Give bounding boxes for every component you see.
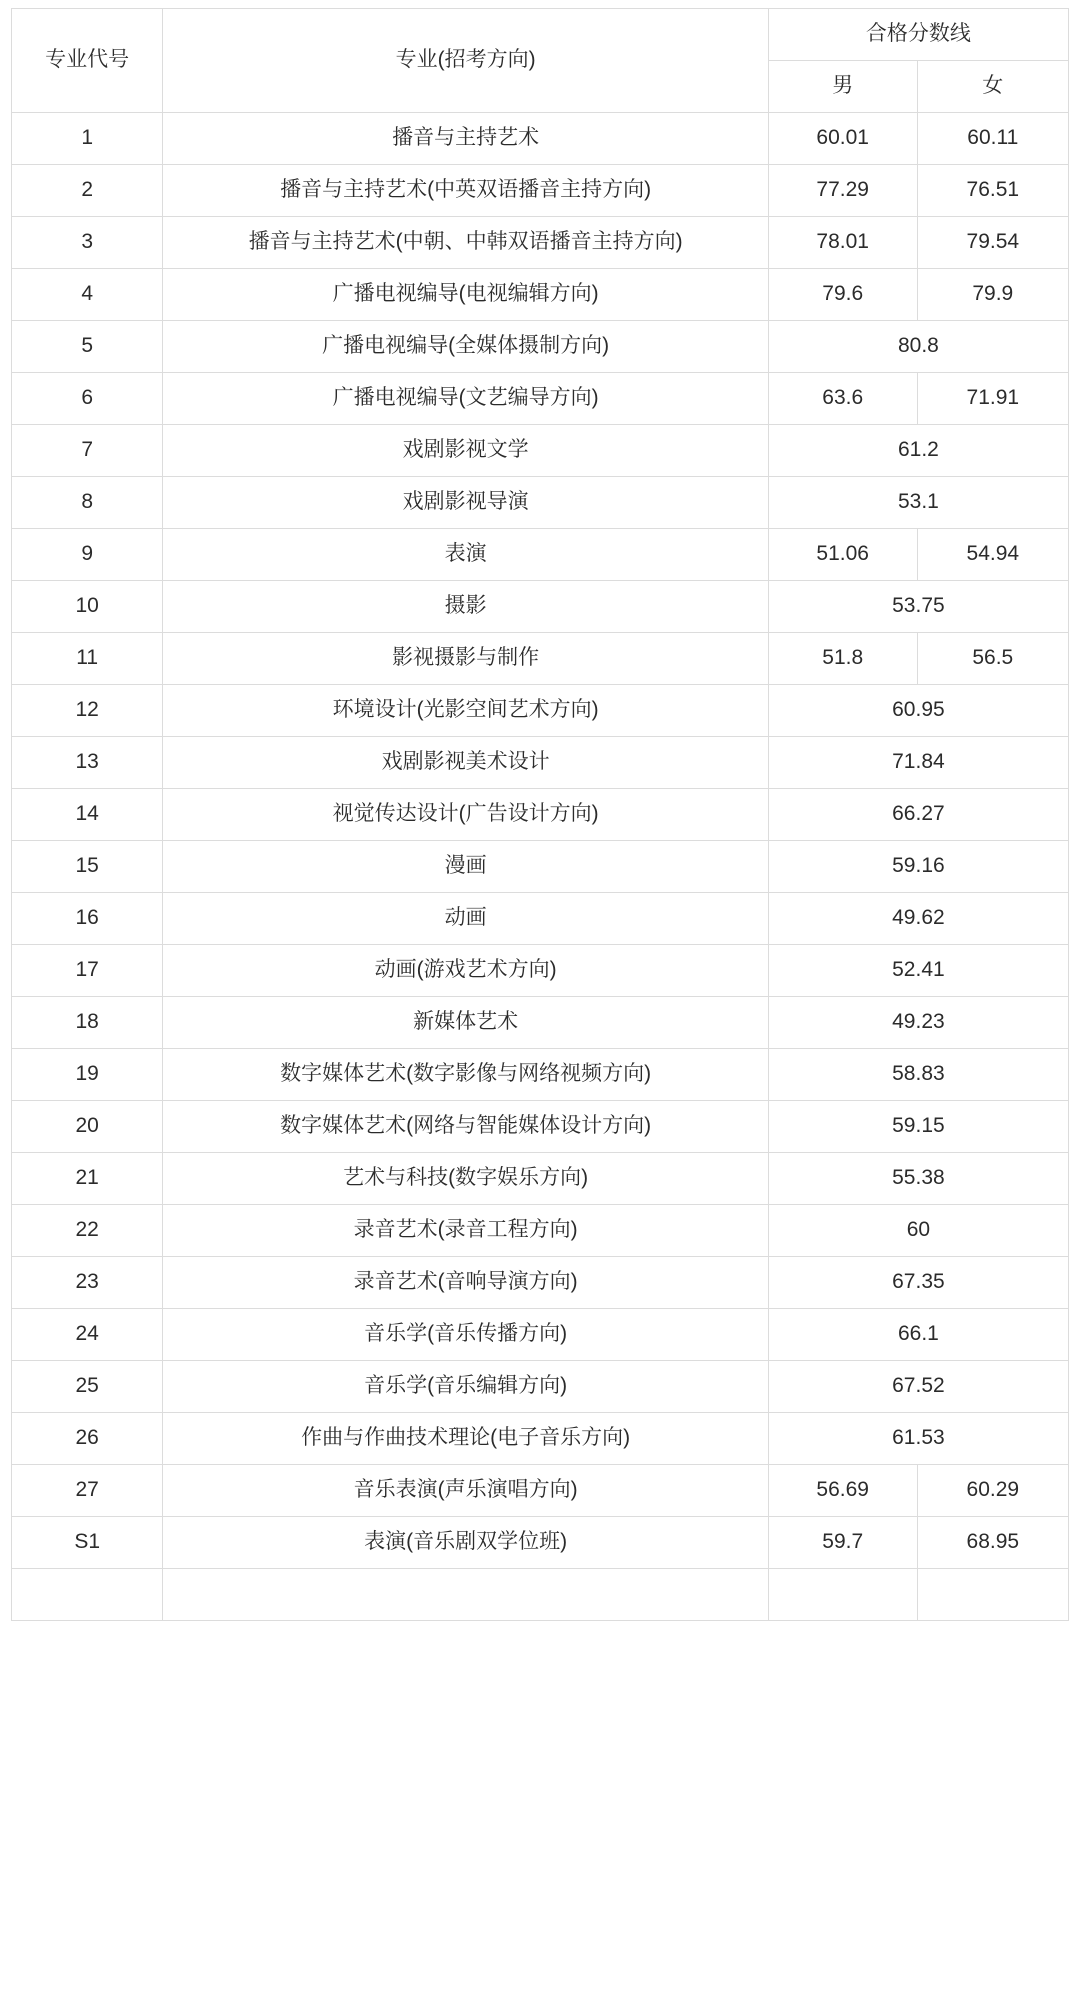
table-row	[12, 945, 1069, 997]
table-body	[12, 113, 1069, 1621]
table-row	[12, 737, 1069, 789]
cell-score-combined: 66.27	[768, 789, 1068, 841]
cell-score-male: 51.8	[768, 633, 917, 685]
table-row	[12, 217, 1069, 269]
cell-major-code: 26	[12, 1413, 163, 1465]
cell-major-code: 14	[12, 789, 163, 841]
cell-partial	[768, 1569, 917, 1621]
table-row	[12, 1257, 1069, 1309]
cell-partial	[917, 1569, 1068, 1621]
cell-score-female: 79.54	[917, 217, 1068, 269]
cell-major-name: 广播电视编导(全媒体摄制方向)	[163, 321, 768, 373]
cell-major-code: 18	[12, 997, 163, 1049]
cell-score-combined: 67.52	[768, 1361, 1068, 1413]
cell-score-male: 59.7	[768, 1517, 917, 1569]
cell-major-code: 6	[12, 373, 163, 425]
cell-score-male: 79.6	[768, 269, 917, 321]
cell-major-name: 表演	[163, 529, 768, 581]
header-female: 女	[917, 61, 1068, 113]
table-row	[12, 841, 1069, 893]
cell-major-name: 录音艺术(录音工程方向)	[163, 1205, 768, 1257]
cell-major-name: 戏剧影视美术设计	[163, 737, 768, 789]
cell-score-combined: 60	[768, 1205, 1068, 1257]
cell-major-code: 12	[12, 685, 163, 737]
cell-score-combined: 58.83	[768, 1049, 1068, 1101]
cell-major-code: 19	[12, 1049, 163, 1101]
cell-score-combined: 49.62	[768, 893, 1068, 945]
cell-major-name: 摄影	[163, 581, 768, 633]
table-header	[12, 9, 1069, 113]
cell-partial	[12, 1569, 163, 1621]
cell-score-combined: 55.38	[768, 1153, 1068, 1205]
table-row	[12, 1153, 1069, 1205]
cell-score-female: 79.9	[917, 269, 1068, 321]
table-row	[12, 1361, 1069, 1413]
cell-major-code: 2	[12, 165, 163, 217]
cell-score-combined: 59.15	[768, 1101, 1068, 1153]
cell-major-name: 表演(音乐剧双学位班)	[163, 1517, 768, 1569]
table-row	[12, 1517, 1069, 1569]
cell-major-name: 视觉传达设计(广告设计方向)	[163, 789, 768, 841]
cell-major-code: 11	[12, 633, 163, 685]
cell-score-combined: 49.23	[768, 997, 1068, 1049]
table-row	[12, 165, 1069, 217]
cell-major-code: 16	[12, 893, 163, 945]
header-passing-score-group: 合格分数线	[768, 9, 1068, 61]
cell-major-name: 作曲与作曲技术理论(电子音乐方向)	[163, 1413, 768, 1465]
cell-major-code: 15	[12, 841, 163, 893]
table-row	[12, 529, 1069, 581]
cell-score-female: 71.91	[917, 373, 1068, 425]
table-row	[12, 1413, 1069, 1465]
cell-score-female: 56.5	[917, 633, 1068, 685]
cell-score-male: 60.01	[768, 113, 917, 165]
cell-major-name: 动画(游戏艺术方向)	[163, 945, 768, 997]
header-male: 男	[768, 61, 917, 113]
cell-major-code: 7	[12, 425, 163, 477]
cell-score-female: 60.29	[917, 1465, 1068, 1517]
table-row	[12, 1205, 1069, 1257]
table-row	[12, 321, 1069, 373]
cell-major-name: 漫画	[163, 841, 768, 893]
cell-major-name: 播音与主持艺术(中朝、中韩双语播音主持方向)	[163, 217, 768, 269]
cell-score-combined: 80.8	[768, 321, 1068, 373]
table-row	[12, 1465, 1069, 1517]
cell-score-female: 54.94	[917, 529, 1068, 581]
table-row	[12, 1309, 1069, 1361]
cell-major-code: 21	[12, 1153, 163, 1205]
cell-major-name: 动画	[163, 893, 768, 945]
cell-score-combined: 59.16	[768, 841, 1068, 893]
cell-major-name: 播音与主持艺术	[163, 113, 768, 165]
cell-major-name: 数字媒体艺术(网络与智能媒体设计方向)	[163, 1101, 768, 1153]
cell-score-combined: 53.1	[768, 477, 1068, 529]
table-row	[12, 425, 1069, 477]
cell-major-name: 播音与主持艺术(中英双语播音主持方向)	[163, 165, 768, 217]
table-row	[12, 685, 1069, 737]
cell-score-male: 51.06	[768, 529, 917, 581]
cell-major-name: 戏剧影视导演	[163, 477, 768, 529]
cell-major-name: 音乐表演(声乐演唱方向)	[163, 1465, 768, 1517]
cell-score-combined: 66.1	[768, 1309, 1068, 1361]
table-row	[12, 113, 1069, 165]
cell-major-code: 13	[12, 737, 163, 789]
cell-score-female: 60.11	[917, 113, 1068, 165]
table-row	[12, 269, 1069, 321]
cell-major-name: 音乐学(音乐编辑方向)	[163, 1361, 768, 1413]
cell-major-code: 5	[12, 321, 163, 373]
cell-score-combined: 52.41	[768, 945, 1068, 997]
cell-major-name: 影视摄影与制作	[163, 633, 768, 685]
cell-partial	[163, 1569, 768, 1621]
score-line-table	[11, 8, 1069, 1621]
cell-major-code: 4	[12, 269, 163, 321]
cell-score-combined: 67.35	[768, 1257, 1068, 1309]
cell-major-code: 8	[12, 477, 163, 529]
cell-score-male: 78.01	[768, 217, 917, 269]
cell-major-code: 9	[12, 529, 163, 581]
cell-major-name: 音乐学(音乐传播方向)	[163, 1309, 768, 1361]
cell-major-code: 24	[12, 1309, 163, 1361]
cell-major-code: 10	[12, 581, 163, 633]
table-row-partial	[12, 1569, 1069, 1621]
cell-major-name: 艺术与科技(数字娱乐方向)	[163, 1153, 768, 1205]
cell-major-name: 数字媒体艺术(数字影像与网络视频方向)	[163, 1049, 768, 1101]
table-row	[12, 789, 1069, 841]
cell-major-name: 广播电视编导(文艺编导方向)	[163, 373, 768, 425]
table-row	[12, 1049, 1069, 1101]
cell-score-combined: 61.53	[768, 1413, 1068, 1465]
cell-score-male: 56.69	[768, 1465, 917, 1517]
cell-score-combined: 71.84	[768, 737, 1068, 789]
cell-score-female: 76.51	[917, 165, 1068, 217]
cell-major-code: 3	[12, 217, 163, 269]
cell-major-code: S1	[12, 1517, 163, 1569]
cell-major-code: 23	[12, 1257, 163, 1309]
cell-score-combined: 53.75	[768, 581, 1068, 633]
cell-major-code: 20	[12, 1101, 163, 1153]
cell-major-name: 广播电视编导(电视编辑方向)	[163, 269, 768, 321]
cell-score-male: 77.29	[768, 165, 917, 217]
table-row	[12, 893, 1069, 945]
table-row	[12, 581, 1069, 633]
header-major: 专业(招考方向)	[163, 9, 768, 113]
cell-major-code: 27	[12, 1465, 163, 1517]
header-code: 专业代号	[12, 9, 163, 113]
cell-score-female: 68.95	[917, 1517, 1068, 1569]
cell-major-name: 录音艺术(音响导演方向)	[163, 1257, 768, 1309]
cell-major-code: 1	[12, 113, 163, 165]
cell-score-combined: 61.2	[768, 425, 1068, 477]
cell-score-combined: 60.95	[768, 685, 1068, 737]
table-header-row-1	[12, 9, 1069, 61]
table-row	[12, 477, 1069, 529]
table-row	[12, 633, 1069, 685]
cell-major-name: 新媒体艺术	[163, 997, 768, 1049]
cell-score-male: 63.6	[768, 373, 917, 425]
cell-major-name: 环境设计(光影空间艺术方向)	[163, 685, 768, 737]
cell-major-code: 22	[12, 1205, 163, 1257]
table-row	[12, 997, 1069, 1049]
cell-major-code: 17	[12, 945, 163, 997]
cell-major-name: 戏剧影视文学	[163, 425, 768, 477]
cell-major-code: 25	[12, 1361, 163, 1413]
table-row	[12, 373, 1069, 425]
table-row	[12, 1101, 1069, 1153]
